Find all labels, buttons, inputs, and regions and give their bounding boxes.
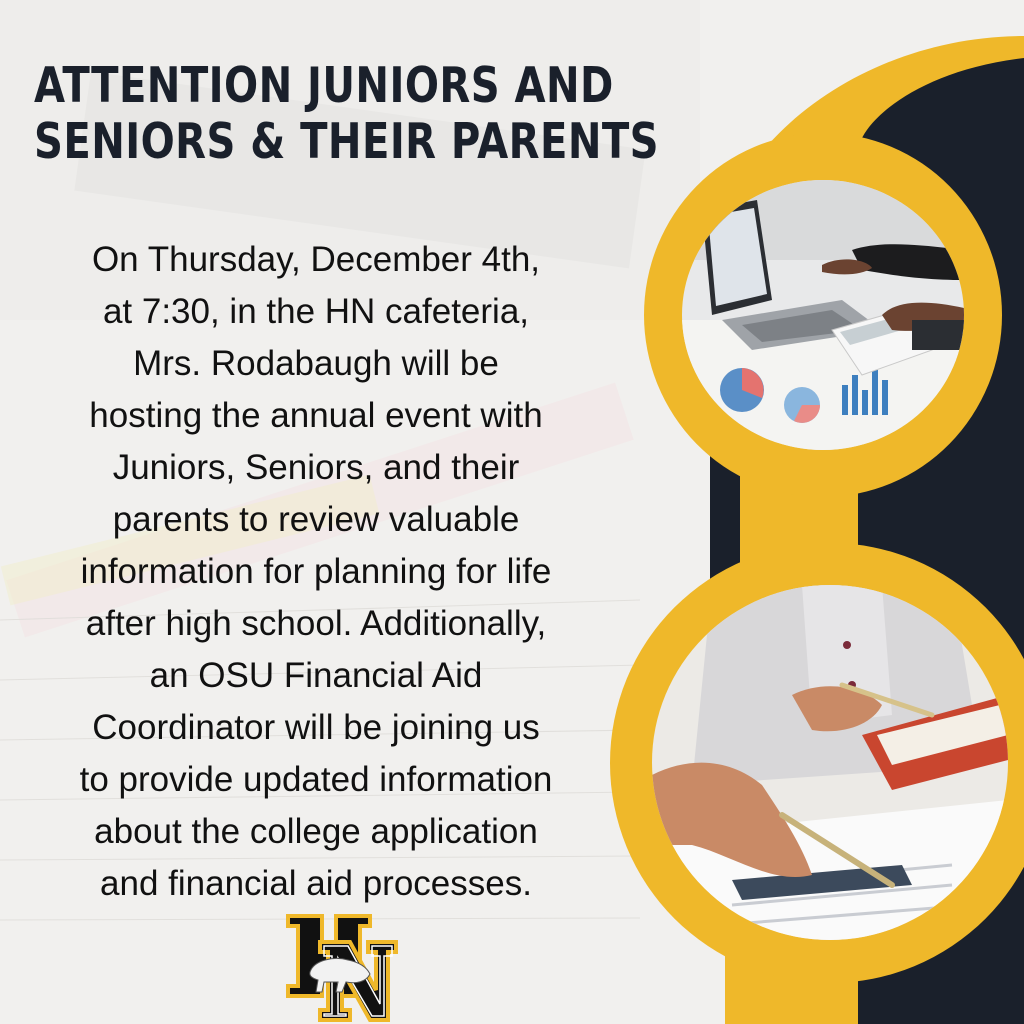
- hands-writing-photo: [652, 585, 1008, 940]
- body-line: Juniors, Seniors, and their: [112, 448, 520, 487]
- hn-school-logo: [284, 912, 400, 1024]
- headline: [34, 58, 659, 170]
- body-line: about the college application: [94, 812, 538, 851]
- headline-line-2: SENIORS & THEIR PARENTS: [34, 113, 660, 170]
- body-line: to provide updated information: [79, 760, 553, 799]
- body-line: information for planning for life: [80, 552, 552, 591]
- body-line: after high school. Additionally,: [85, 604, 547, 643]
- body-line: and financial aid processes.: [100, 864, 532, 903]
- finance-laptop-photo: [682, 180, 964, 450]
- headline-line-1: ATTENTION JUNIORS AND: [34, 57, 614, 114]
- body-line: parents to review valuable: [112, 500, 520, 539]
- body-line: Coordinator will be joining us: [92, 708, 540, 747]
- body-line: hosting the annual event with: [89, 396, 543, 435]
- event-description: [14, 234, 618, 910]
- body-line: On Thursday, December 4th,: [91, 240, 541, 279]
- body-line: Mrs. Rodabaugh will be: [133, 344, 499, 383]
- body-line: an OSU Financial Aid: [149, 656, 483, 695]
- body-line: at 7:30, in the HN cafeteria,: [102, 292, 530, 331]
